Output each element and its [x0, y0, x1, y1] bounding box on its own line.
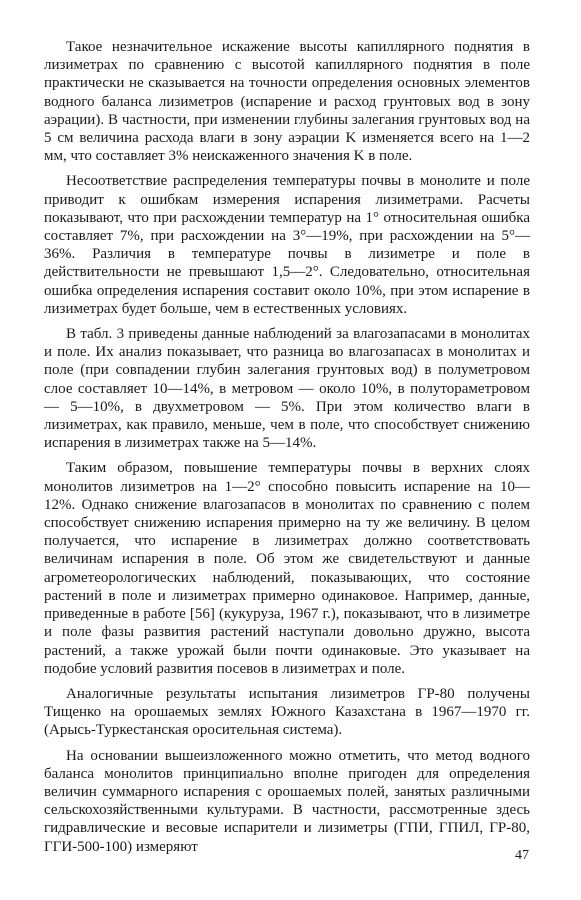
page-body: [44, 38, 530, 863]
paragraph-2: Несоответствие распределения температуры почвы в монолите и поле приводит к ошибкам измерения испарения лизиметрами. Расчеты показывают, что при расхождении температур на 1° относительная ошибка составляет 7%, при расхождении на 3°—19%, при расхождении на 5°—36%. Различия в температуре почвы в лизиметре и поле в действительности не превышают 1,5—2°. Следовательно, относительная ошибка определения испарения составит около 10%, при этом испарение в лизиметрах будет больше, чем в естественных условиях.: [44, 173, 530, 317]
paragraph-6: На основании вышеизложенного можно отметить, что метод водного баланса монолитов принципиально вполне пригоден для определения величин суммарного испарения с орошаемых полей, занятых различными сельскохозяйственными культурами. В частности, рассмотренные здесь гидравлические и весовые испарители и лизиметры (ГПИ, ГПИЛ, ГР-80, ГГИ-500-100) измеряют: [44, 747, 530, 855]
paragraph-1: Такое незначительное искажение высоты капиллярного поднятия в лизиметрах по сравнению с высотой капиллярного поднятия в поле практически не сказывается на точности определения основных элементов водного баланса лизиметров (испарение и расход грунтовых вод в зону аэрации). В частности, при изменении глубины залегания грунтовых вод на 5 см величина расхода влаги в зону аэрации K изменяется всего на 1—2 мм, что составляет 3% неискаженного значения K в поле.: [44, 39, 530, 165]
paragraph-4: Таким образом, повышение температуры почвы в верхних слоях монолитов лизиметров на 1—2° способно повысить испарение на 10—12%. Однако снижение влагозапасов в монолитах по сравнению с полем способствует снижению испарения примерно на ту же величину. В целом получается, что испарение в лизиметрах должно соответствовать величинам испарения в поле. Об этом же свидетельствуют и данные агрометеорологических наблюдений, показывающих, что состояние растений в поле и лизиметрах примерно одинаковое. Например, данные, приведенные в работе [56] (кукуруза, 1967 г.), показывают, что в лизиметре и поле фазы развития растений наступали довольно дружно, высота растений, а также урожай были почти одинаковые. Это указывает на подобие условий развития посевов в лизиметрах и поле.: [44, 460, 530, 677]
paragraph-3: В табл. 3 приведены данные наблюдений за влагозапасами в монолитах и поле. Их анализ показывает, что разница во влагозапасах в монолитах и поле (при совпадении глубин залегания грунтовых вод) в полуметровом слое составляет 10—14%, в метровом — около 10%, в полутораметровом — 5—10%, в двухметровом — 5%. При этом количество влаги в лизиметрах, как правило, меньше, чем в поле, что способствует снижению испарения в лизиметрах также на 5—14%.: [44, 326, 530, 452]
page-number: 47: [515, 848, 529, 863]
paragraph-5: Аналогичные результаты испытания лизиметров ГР-80 получены Тищенко на орошаемых землях Южного Казахстана в 1967—1970 гг. (Арысь-Туркестанская оросительная система).: [44, 685, 530, 739]
